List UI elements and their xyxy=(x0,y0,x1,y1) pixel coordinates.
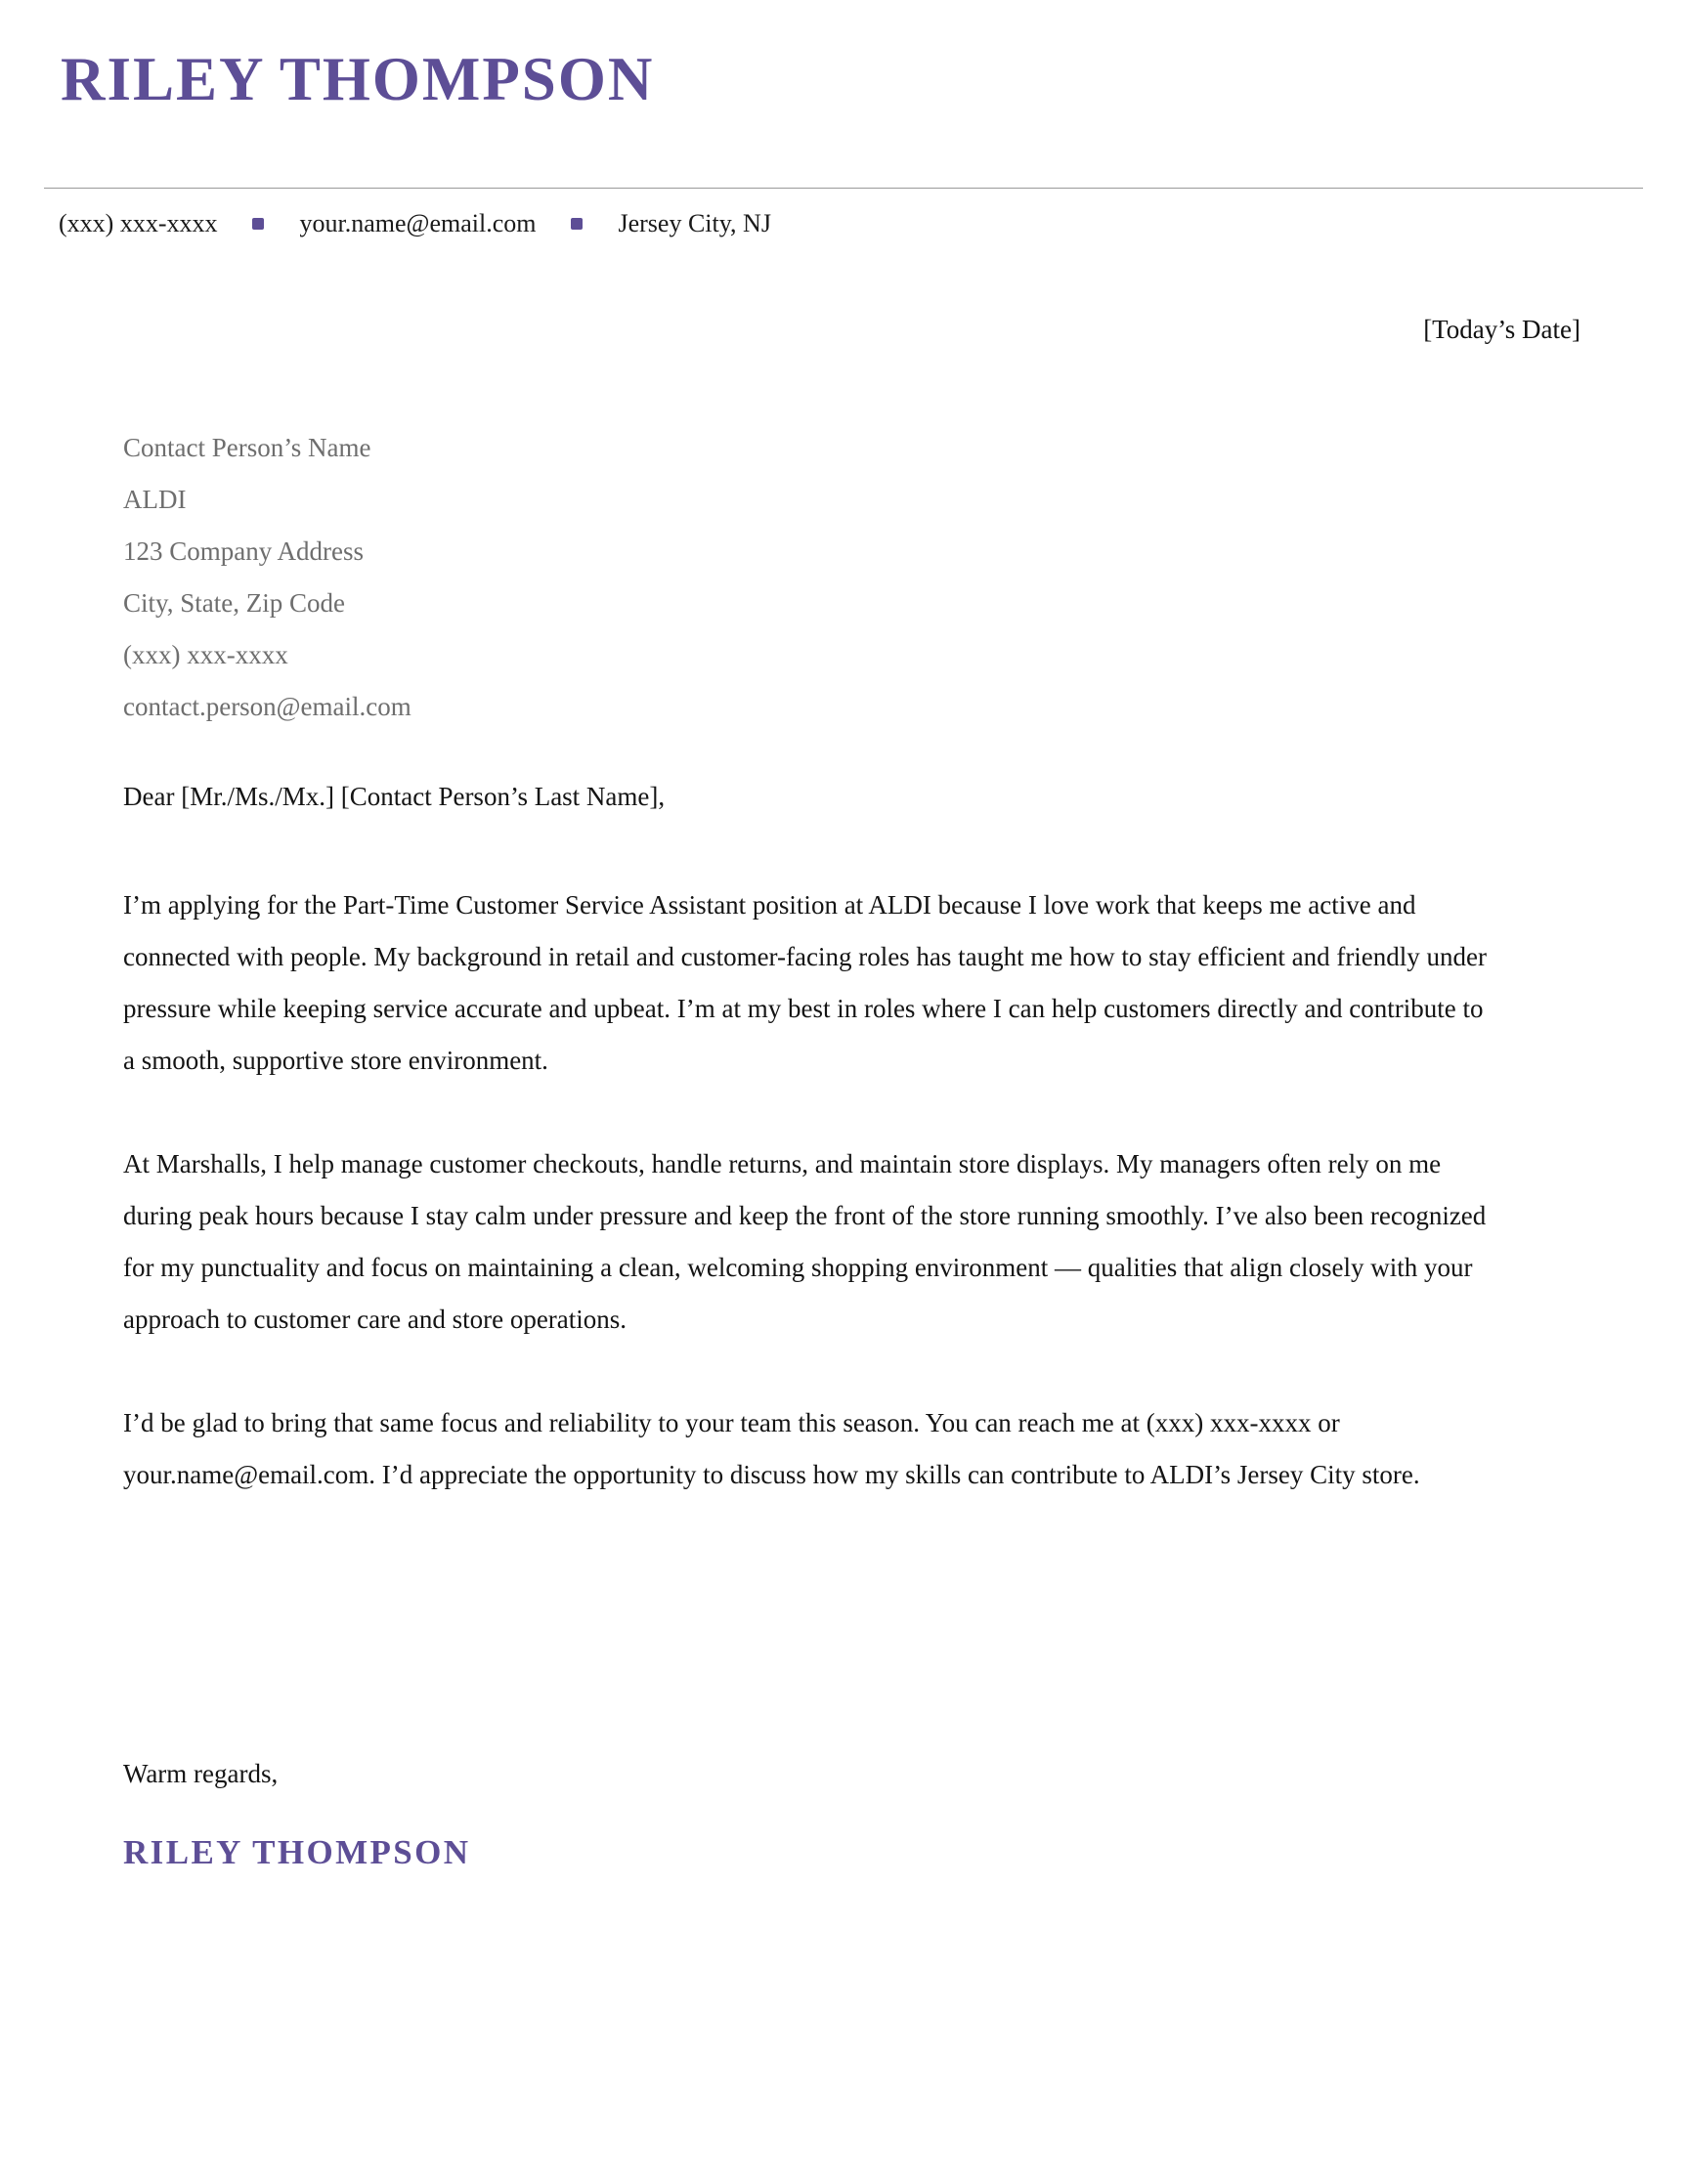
recipient-address-block xyxy=(123,422,411,733)
square-bullet-icon xyxy=(252,218,264,230)
recipient-line: ALDI xyxy=(123,485,187,514)
contact-phone: (xxx) xxx-xxxx xyxy=(59,209,218,237)
letter-closing: Warm regards, xyxy=(123,1759,279,1788)
letter-body xyxy=(123,879,1496,1553)
letter-salutation: Dear [Mr./Ms./Mx.] [Contact Person’s Last Name], xyxy=(123,782,666,811)
letter-date: [Today’s Date] xyxy=(1423,315,1580,344)
contact-line xyxy=(59,208,771,238)
page-title: RILEY THOMPSON xyxy=(61,45,655,113)
letter-signature: RILEY THOMPSON xyxy=(123,1833,471,1871)
letter-paragraph: I’d be glad to bring that same focus and reliability to your team this season. You can reach me at (xxx) xxx-xxxx or your.name@email.com. I’d appreciate the opportunity to discuss how my skills can contribute to ALDI’s Jersey City store. xyxy=(123,1408,1420,1489)
recipient-line: City, State, Zip Code xyxy=(123,588,345,618)
contact-location: Jersey City, NJ xyxy=(618,209,771,237)
square-bullet-icon xyxy=(571,218,583,230)
recipient-line: contact.person@email.com xyxy=(123,692,411,721)
recipient-line: (xxx) xxx-xxxx xyxy=(123,640,288,669)
letter-paragraph: At Marshalls, I help manage customer checkouts, handle returns, and maintain store displays. My managers often rely on me during peak hours because I stay calm under pressure and keep the front of the store running smoothly. I’ve also been recognized for my punctuality and focus on maintaining a clean, welcoming shopping environment — qualities that align closely with your approach to customer care and store operations. xyxy=(123,1149,1487,1334)
recipient-line: 123 Company Address xyxy=(123,536,364,566)
contact-email: your.name@email.com xyxy=(299,209,537,237)
header-divider xyxy=(44,188,1643,189)
recipient-line: Contact Person’s Name xyxy=(123,433,371,462)
letter-paragraph: I’m applying for the Part-Time Customer Service Assistant position at ALDI because I love work that keeps me active and connected with people. My background in retail and customer-facing roles has taught me how to stay efficient and friendly under pressure while keeping service accurate and upbeat. I’m at my best in roles where I can help customers directly and contribute to a smooth, supportive store environment. xyxy=(123,890,1488,1075)
